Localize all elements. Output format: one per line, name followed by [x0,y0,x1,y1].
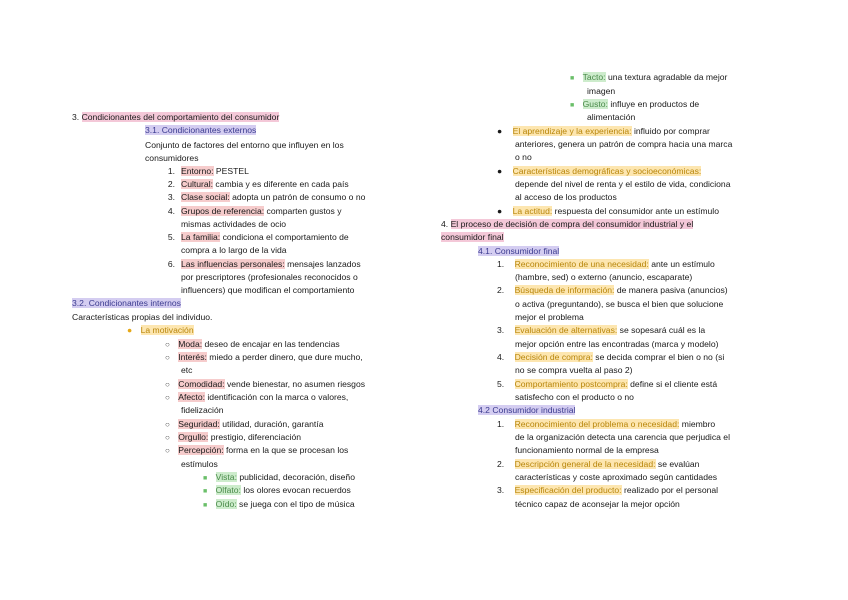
s42-item-2: 2. Descripción general de la necesidad: se evalúan [497,459,700,469]
bullet-dot-icon: ● [497,206,503,216]
sense-olfato: ■ Olfato: los olores evocan recuerdos [203,485,351,495]
motiv-item-seguridad: ○ Seguridad: utilidad, duración, garantía [165,419,324,429]
s41-heading: 4.1. Consumidor final [478,246,560,256]
motiv-item-afecto: ○ Afecto: identificación con la marca o valores, [165,392,349,402]
bullet-demograficas: ● Características demográficas y socioeconómicas: [497,166,702,176]
section-4-heading-cont: consumidor final [441,232,504,242]
circle-bullet-icon: ○ [165,393,170,402]
s42-item-3-cont: técnico capaz de aconsejar la mejor opción [515,499,680,509]
motiv-item-percepcion-cont: estímulos [181,459,218,469]
section-3-title: Condicionantes del comportamiento del consumidor [81,112,280,122]
s31-heading: 3.1. Condicionantes externos [145,125,257,135]
bullet-aprendizaje-cont-2: o no [515,152,532,162]
circle-bullet-icon: ○ [165,353,170,362]
square-bullet-icon: ■ [570,102,575,109]
s31-item-5: 5. La familia: condiciona el comportamiento de [167,232,349,242]
s41-item-1-cont: (hambre, sed) o externo (anuncio, escaparate) [515,272,693,282]
s32-desc: Características propias del individuo. [72,312,213,322]
circle-bullet-icon: ○ [165,420,170,429]
s42-item-1: 1. Reconocimiento del problema o necesidad: miembro [497,419,716,429]
s41-item-2: 2. Búsqueda de información: de manera pasiva (anuncios) [497,285,728,295]
s31-item-1: 1. Entorno: PESTEL [167,166,249,176]
s31-item-5-cont: compra a lo largo de la vida [181,245,287,255]
circle-bullet-icon: ○ [165,446,170,455]
s31-item-2: 2. Cultural: cambia y es diferente en cada país [167,179,349,189]
circle-bullet-icon: ○ [165,433,170,442]
square-bullet-icon: ■ [570,75,575,82]
s31-item-3: 3. Clase social: adopta un patrón de consumo o no [167,192,366,202]
sense-gusto: ■ Gusto: influye en productos de [570,99,700,109]
s31-item-6-cont-1: por prescriptores (profesionales reconocidos o [181,272,358,282]
s31-item-6: 6. Las influencias personales: mensajes lanzados [167,259,361,269]
motiv-item-orgullo: ○ Orgullo: prestigio, diferenciación [165,432,302,442]
motiv-item-percepcion: ○ Percepción: forma en la que se procesan los [165,445,349,455]
s41-item-2-cont-2: mejor el problema [515,312,584,322]
s41-item-4: 4. Decisión de compra: se decida comprar el bien o no (si [497,352,725,362]
square-bullet-icon: ■ [203,488,208,495]
s31-item-4-cont: mismas actividades de ocio [181,219,287,229]
sense-tacto-cont: imagen [587,86,616,96]
s41-item-3: 3. Evaluación de alternativas: se sopesará cuál es la [497,325,706,335]
bullet-aprendizaje: ● El aprendizaje y la experiencia: influido por comprar [497,126,710,136]
s42-heading: 4.2 Consumidor industrial [478,405,576,415]
motiv-item-interes-cont: etc [181,365,193,375]
square-bullet-icon: ■ [203,475,208,482]
s31-item-4: 4. Grupos de referencia: comparten gustos y [167,206,342,216]
motiv-item-interes: ○ Interés: miedo a perder dinero, que dure mucho, [165,352,363,362]
motivacion-bullet: ● La motivación [127,325,194,335]
section-3-heading [72,111,279,124]
s31-desc-line1: Conjunto de factores del entorno que influyen en los [145,140,344,150]
s42-item-1-cont-1: de la organización detecta una carencia que perjudica el [515,432,730,442]
s31-desc-line2: consumidores [145,153,199,163]
section-4-heading: 4. El proceso de decisión de compra del consumidor industrial y el [441,219,694,229]
sense-oido: ■ Oído: se juega con el tipo de música [203,499,355,509]
s31-item-6-cont-2: influencers) que modifican el comportamiento [181,285,355,295]
section-3-number: 3. [72,112,80,122]
s42-item-3: 3. Especificación del producto: realizado por el personal [497,485,719,495]
bullet-demograficas-cont-2: al acceso de los productos [515,192,617,202]
s32-heading: 3.2. Condicionantes internos [72,298,181,308]
s41-item-3-cont: mejor opción entre las encontradas (marca y modelo) [515,339,719,349]
s41-item-5-cont: satisfecho con el producto o no [515,392,634,402]
circle-bullet-icon: ○ [165,340,170,349]
circle-bullet-icon: ○ [165,380,170,389]
motiv-item-comodidad: ○ Comodidad: vende bienestar, no asumen riesgos [165,379,366,389]
bullet-dot-icon: ● [497,166,503,176]
s42-item-2-cont: características y coste aproximado según cantidades [515,472,718,482]
bullet-demograficas-cont-1: depende del nivel de renta y el estilo de vida, condiciona [515,179,731,189]
bullet-dot-icon: ● [497,126,503,136]
s42-item-1-cont-2: funcionamiento normal de la empresa [515,445,659,455]
bullet-dot-icon: ● [127,325,133,335]
sense-gusto-cont: alimentación [587,112,636,122]
s41-item-2-cont-1: o activa (preguntando), se busca el bien que solucione [515,299,724,309]
s41-item-4-cont: no se compra vuelta al paso 2) [515,365,633,375]
square-bullet-icon: ■ [203,502,208,509]
sense-tacto: ■ Tacto: una textura agradable da mejor [570,72,728,82]
motiv-item-afecto-cont: fidelización [181,405,224,415]
sense-vista: ■ Vista: publicidad, decoración, diseño [203,472,355,482]
motiv-item-moda: ○ Moda: deseo de encajar en las tendencias [165,339,340,349]
bullet-actitud: ● La actitud: respuesta del consumidor ante un estímulo [497,206,719,216]
s41-item-1: 1. Reconocimiento de una necesidad: ante un estímulo [497,259,715,269]
s41-item-5: 5. Comportamiento postcompra: define si el cliente está [497,379,718,389]
bullet-aprendizaje-cont-1: anteriores, genera un patrón de compra hacia una marca [515,139,733,149]
